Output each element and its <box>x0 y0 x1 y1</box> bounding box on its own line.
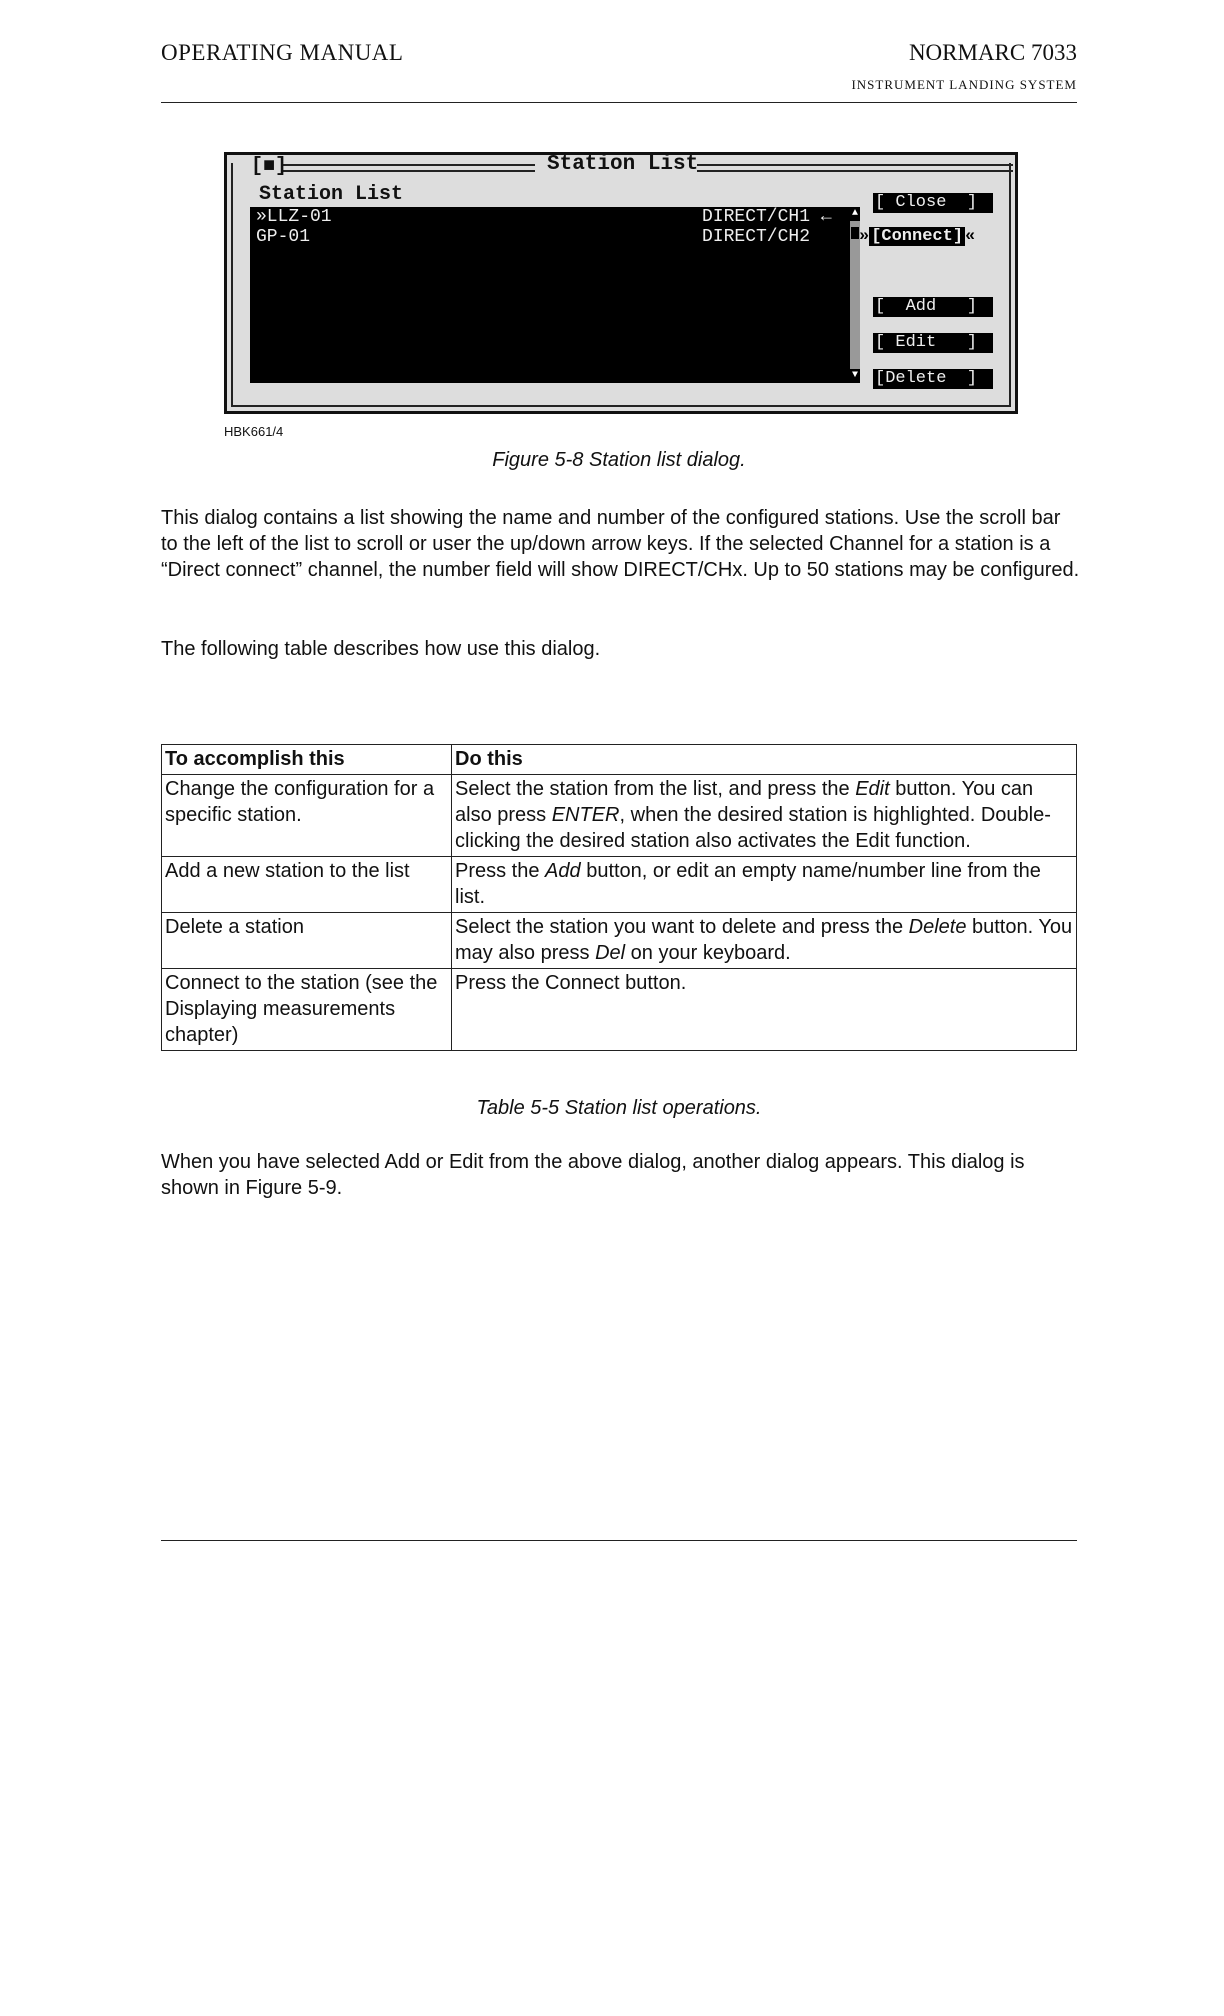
intro-paragraph: This dialog contains a list showing the name and number of the configured stations. Use the scroll bar to the left of the list to scroll or user the up/down arrow keys. If the selected Channel for a station is a “Direct connect” channel, the number field will show DIRECT/CHx. Up to 50 stations may be configured. <box>161 507 1080 581</box>
header-divider <box>161 102 1077 103</box>
action-text: button. You can also press <box>455 778 1034 826</box>
closing-paragraph: When you have selected Add or Edit from the above dialog, another dialog appears. This dialog is shown in Figure 5-9. <box>161 1151 1025 1199</box>
station-name: GP-01 <box>256 227 311 247</box>
action-text: Press the <box>455 860 546 882</box>
station-list-label: Station List <box>259 183 404 206</box>
action-text: button, or edit an empty name/number line from the list. <box>455 860 1041 908</box>
figure-id: HBK661/4 <box>224 424 284 439</box>
connect-focus-left: » <box>859 227 870 246</box>
action-text: Select the station you want to delete and press the <box>455 916 909 938</box>
table-header-row <box>162 745 1077 775</box>
connect-focus-right: « <box>965 227 976 246</box>
connect-button-label: [Connect] <box>871 227 964 246</box>
action-keyword: Delete <box>908 916 967 938</box>
station-name: »LLZ-01 <box>256 207 332 227</box>
table-row <box>162 857 1077 913</box>
action-keyword: Add <box>545 860 581 882</box>
action-text: button. You may also press <box>455 916 1073 964</box>
header-product-name: NORMARC 7033 <box>908 40 1077 65</box>
table-intro-paragraph: The following table describes how use this dialog. <box>161 638 601 660</box>
delete-button[interactable]: [Delete ] <box>873 369 993 389</box>
action-text: , when the desired station is highlighted. Double-clicking the desired station also activates the Edit function. <box>455 804 1051 852</box>
column-header-task: To accomplish this <box>162 745 452 775</box>
footer-divider <box>161 1540 1077 1541</box>
action-cell <box>452 969 1077 1051</box>
column-header-action: Do this <box>452 745 1077 775</box>
action-cell <box>452 913 1077 969</box>
task-cell: Delete a station <box>162 913 452 969</box>
table-caption: Table 5-5 Station list operations. <box>476 1097 762 1119</box>
action-cell <box>452 775 1077 857</box>
header-product-subtitle: INSTRUMENT LANDING SYSTEM <box>851 77 1077 92</box>
action-cell <box>452 857 1077 913</box>
action-keyword: Del <box>595 942 626 964</box>
task-cell: Change the configuration for a specific station. <box>162 775 452 857</box>
action-keyword: ENTER <box>551 804 620 826</box>
add-button[interactable]: [ Add ] <box>873 297 993 317</box>
header-manual-title: OPERATING MANUAL <box>161 40 404 65</box>
station-channel: DIRECT/CH2 <box>702 227 811 247</box>
table-row <box>162 969 1077 1051</box>
task-cell: Add a new station to the list <box>162 857 452 913</box>
title-bar-line-right <box>697 164 1013 172</box>
list-item[interactable] <box>250 207 850 227</box>
action-text: Press the Connect button. <box>455 972 687 994</box>
title-bar-line-left <box>283 164 535 172</box>
action-keyword: Edit <box>855 778 890 800</box>
system-menu-icon[interactable]: [■] <box>251 155 288 178</box>
station-listbox[interactable] <box>250 207 850 383</box>
task-cell: Connect to the station (see the Displaying measurements chapter) <box>162 969 452 1051</box>
station-list-dialog <box>224 152 1018 414</box>
action-text: Select the station from the list, and press the <box>455 778 856 800</box>
action-text: on your keyboard. <box>625 942 791 964</box>
scroll-up-arrow-icon[interactable]: ▲ <box>851 208 858 219</box>
list-item[interactable] <box>250 227 850 247</box>
table-row <box>162 775 1077 857</box>
station-channel: DIRECT/CH1 ← <box>702 207 832 227</box>
scroll-down-arrow-icon[interactable]: ▼ <box>851 370 858 381</box>
dialog-title: Station List <box>547 153 699 176</box>
figure-caption: Figure 5-8 Station list dialog. <box>492 449 746 471</box>
table-row <box>162 913 1077 969</box>
connect-button[interactable] <box>857 227 1007 247</box>
station-operations-table <box>161 744 1077 1051</box>
edit-button[interactable]: [ Edit ] <box>873 333 993 353</box>
close-button[interactable]: [ Close ] <box>873 193 993 213</box>
